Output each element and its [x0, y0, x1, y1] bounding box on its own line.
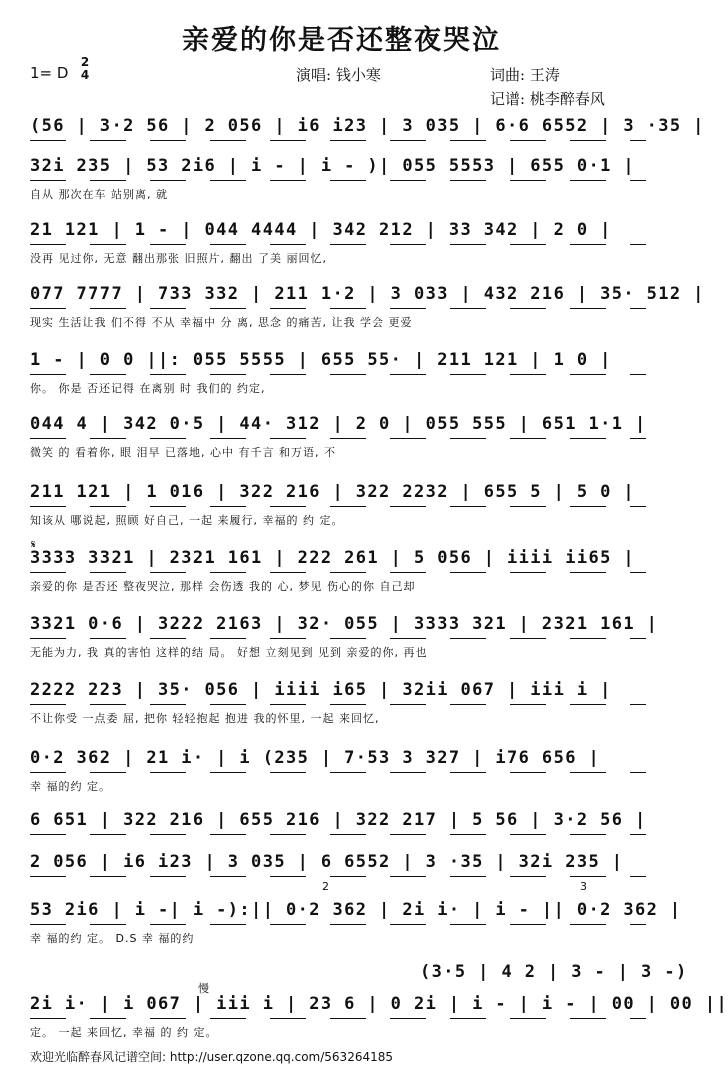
coda-intro-notes: (3·5 | 4 2 | 3 - | 3 -) [420, 962, 688, 982]
system-notes: 53 2i6 | i -| i -):|| 0·2 362 | 2i i· | i - || 0·2 362 | [30, 900, 682, 920]
underline-beams [30, 1018, 646, 1019]
underline-beams [30, 308, 646, 309]
score-system [0, 482, 683, 552]
system-lyrics: 无能为力, 我 真的害怕 这样的结 局。 好想 立刻见到 见到 亲爱的你, 再也 [30, 646, 428, 659]
system-lyrics: 幸 福的约 定。 [30, 780, 111, 793]
underline-beams [30, 638, 646, 639]
system-lyrics: 自从 那次在车 站别离, 就 [30, 188, 168, 201]
volta-three-label: 3 [580, 880, 587, 893]
system-notes: 1 - | 0 0 ||: 055 5555 | 655 55· | 211 121 | 1 0 | [30, 350, 612, 370]
score-system [0, 156, 683, 226]
system-lyrics [30, 882, 646, 900]
volta-two-label: 2 [322, 880, 329, 893]
score-system [0, 680, 683, 750]
system-lyrics: 定。 一起 来回忆, 幸福 的 约 定。 [30, 1026, 218, 1039]
system-notes: 2i i· | i 067 | iii i | 23 6 | 0 2i | i - | i - | 00 | 00 || [30, 994, 728, 1014]
underline-beams [30, 506, 646, 507]
system-notes: 077 7777 | 733 332 | 211 1·2 | 3 033 | 432 216 | 35· 512 | [30, 284, 705, 304]
underline-beams [30, 772, 646, 773]
underline-beams [30, 876, 646, 877]
composer-credit: 词曲: 王涛 [490, 66, 560, 84]
time-signature [78, 56, 92, 82]
transcriber-credit: 记谱: 桃李醉春风 [490, 90, 605, 108]
time-signature-top: 2 [80, 55, 90, 69]
system-notes: 21 121 | 1 - | 044 4444 | 342 212 | 33 342 | 2 0 | [30, 220, 612, 240]
underline-beams [30, 374, 646, 375]
system-notes: (56 | 3·2 56 | 2 056 | i6 i23 | 3 035 | 6·6 6552 | 3 ·35 | [30, 116, 705, 136]
footer-link-text: 欢迎光临醉春风记谱空间: http://user.qzone.qq.com/563264185 [30, 1050, 394, 1064]
system-lyrics: 微笑 的 看着你, 眼 泪早 已落地, 心中 有千言 和万语, 不 [30, 446, 336, 459]
underline-beams [30, 438, 646, 439]
system-notes: 0·2 362 | 21 i· | i (235 | 7·53 3 327 | i76 656 | [30, 748, 601, 768]
time-signature-bottom: 4 [80, 68, 90, 82]
system-notes: 2 056 | i6 i23 | 3 035 | 6 6552 | 3 ·35 | 32i 235 | [30, 852, 624, 872]
score-system [0, 614, 683, 684]
system-notes: 211 121 | 1 016 | 322 216 | 322 2232 | 655 5 | 5 0 | [30, 482, 636, 502]
system-lyrics: 现实 生活让我 们不得 不从 幸福中 分 离, 思念 的痛苦, 让我 学会 更爱 [30, 316, 413, 329]
system-notes: 2222 223 | 35· 056 | iiii i65 | 32ii 067 | iii i | [30, 680, 612, 700]
score-system [0, 548, 683, 618]
underline-beams [30, 834, 646, 835]
system-lyrics: 知该从 哪说起, 照顾 好自己, 一起 来履行, 幸福的 约 定。 [30, 514, 344, 527]
underline-beams [30, 244, 646, 245]
score-system [0, 350, 683, 420]
song-title: 亲爱的你是否还整夜哭泣 [182, 25, 501, 56]
score-system [0, 220, 683, 290]
singer-credit: 演唱: 钱小寒 [296, 66, 381, 84]
system-notes: 3333 3321 | 2321 161 | 222 261 | 5 056 | iiii ii65 | [30, 548, 636, 568]
system-lyrics: 亲爱的你 是否还 整夜哭泣, 那样 会伤透 我的 心, 梦见 伤心的你 自己却 [30, 580, 416, 593]
score-system [0, 414, 683, 484]
tempo-mark-slow: 慢 [198, 982, 209, 995]
score-system [0, 900, 683, 970]
underline-beams [30, 572, 646, 573]
system-lyrics: 不让你受 一点委 屈, 把你 轻轻抱起 抱进 我的怀里, 一起 来回忆, [30, 712, 380, 725]
underline-beams [30, 924, 646, 925]
system-notes: 3321 0·6 | 3222 2163 | 32· 055 | 3333 321 | 2321 161 | [30, 614, 659, 634]
system-notes: 32i 235 | 53 2i6 | i - | i - )| 055 5553 | 655 0·1 | [30, 156, 636, 176]
underline-beams [30, 704, 646, 705]
score-system [0, 284, 705, 354]
system-lyrics: 幸 福的约 定。 D.S 幸 福的约 [30, 932, 195, 945]
system-notes: 044 4 | 342 0·5 | 44· 312 | 2 0 | 055 555 | 651 1·1 | [30, 414, 647, 434]
system-lyrics: 没再 见过你, 无意 翻出那张 旧照片, 翻出 了美 丽回忆, [30, 252, 327, 265]
underline-beams [30, 180, 646, 181]
key-signature: 1= D [30, 64, 69, 82]
segno-mark: 𝄋 [31, 538, 36, 551]
system-lyrics: 你。 你是 否还记得 在离别 时 我们的 约定, [30, 382, 266, 395]
score-system [0, 748, 683, 818]
underline-beams [30, 140, 646, 141]
system-notes: 6 651 | 322 216 | 655 216 | 322 217 | 5 56 | 3·2 56 | [30, 810, 647, 830]
